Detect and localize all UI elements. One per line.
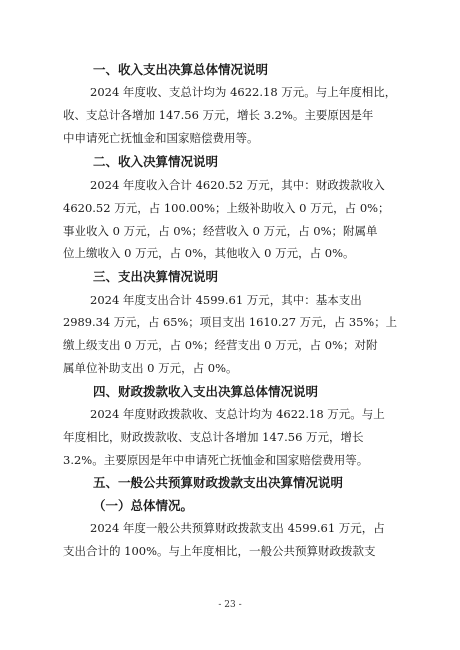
paragraph-line: 2024 年度财政拨款收、支总计均为 4622.18 万元。与上 (90, 407, 385, 421)
paragraph-line: 中申请死亡抚恤金和国家赔偿费用等。 (63, 131, 259, 145)
page-number: - 23 - (218, 600, 242, 610)
paragraph-line: 4620.52 万元，占 100.00%；上级补助收入 0 万元，占 0%； (63, 201, 390, 215)
paragraph-line: 收、支总计各增加 147.56 万元，增长 3.2%。主要原因是年 (63, 108, 374, 122)
paragraph-line: 2989.34 万元，占 65%；项目支出 1610.27 万元，占 35%；上 (63, 315, 398, 329)
subsection-heading: （一）总体情况。 (93, 498, 194, 513)
paragraph-line: 缴上级支出 0 万元，占 0%；经营支出 0 万元，占 0%；对附 (63, 338, 378, 352)
section-heading-4: 四、财政拨款收入支出决算总体情况说明 (93, 384, 319, 399)
paragraph-line: 年度相比，财政拨款收、支总计各增加 147.56 万元，增长 (63, 430, 364, 444)
section-heading-3: 三、支出决算情况说明 (93, 269, 219, 284)
paragraph-line: 2024 年度一般公共预算财政拨款支出 4599.61 万元，占 (90, 521, 385, 535)
section-heading-2: 二、收入决算情况说明 (93, 154, 219, 169)
paragraph-line: 3.2%。主要原因是年中申请死亡抚恤金和国家赔偿费用等。 (63, 453, 369, 467)
paragraph-line: 2024 年度支出合计 4599.61 万元，其中：基本支出 (90, 293, 362, 307)
section-heading-5: 五、一般公共预算财政拨款支出决算情况说明 (93, 475, 344, 490)
paragraph-line: 2024 年度收入合计 4620.52 万元，其中：财政拨款收入 (90, 178, 385, 192)
section-heading-1: 一、收入支出决算总体情况说明 (93, 62, 269, 77)
paragraph-line: 位上缴收入 0 万元，占 0%，其他收入 0 万元，占 0%。 (63, 246, 355, 260)
paragraph-line: 属单位补助支出 0 万元，占 0%。 (63, 361, 238, 375)
paragraph-line: 支出合计的 100%。与上年度相比，一般公共预算财政拨款支 (63, 544, 376, 558)
paragraph-line: 事业收入 0 万元，占 0%；经营收入 0 万元，占 0%；附属单 (63, 224, 378, 238)
paragraph-line: 2024 年度收、支总计均为 4622.18 万元。与上年度相比， (90, 85, 397, 99)
